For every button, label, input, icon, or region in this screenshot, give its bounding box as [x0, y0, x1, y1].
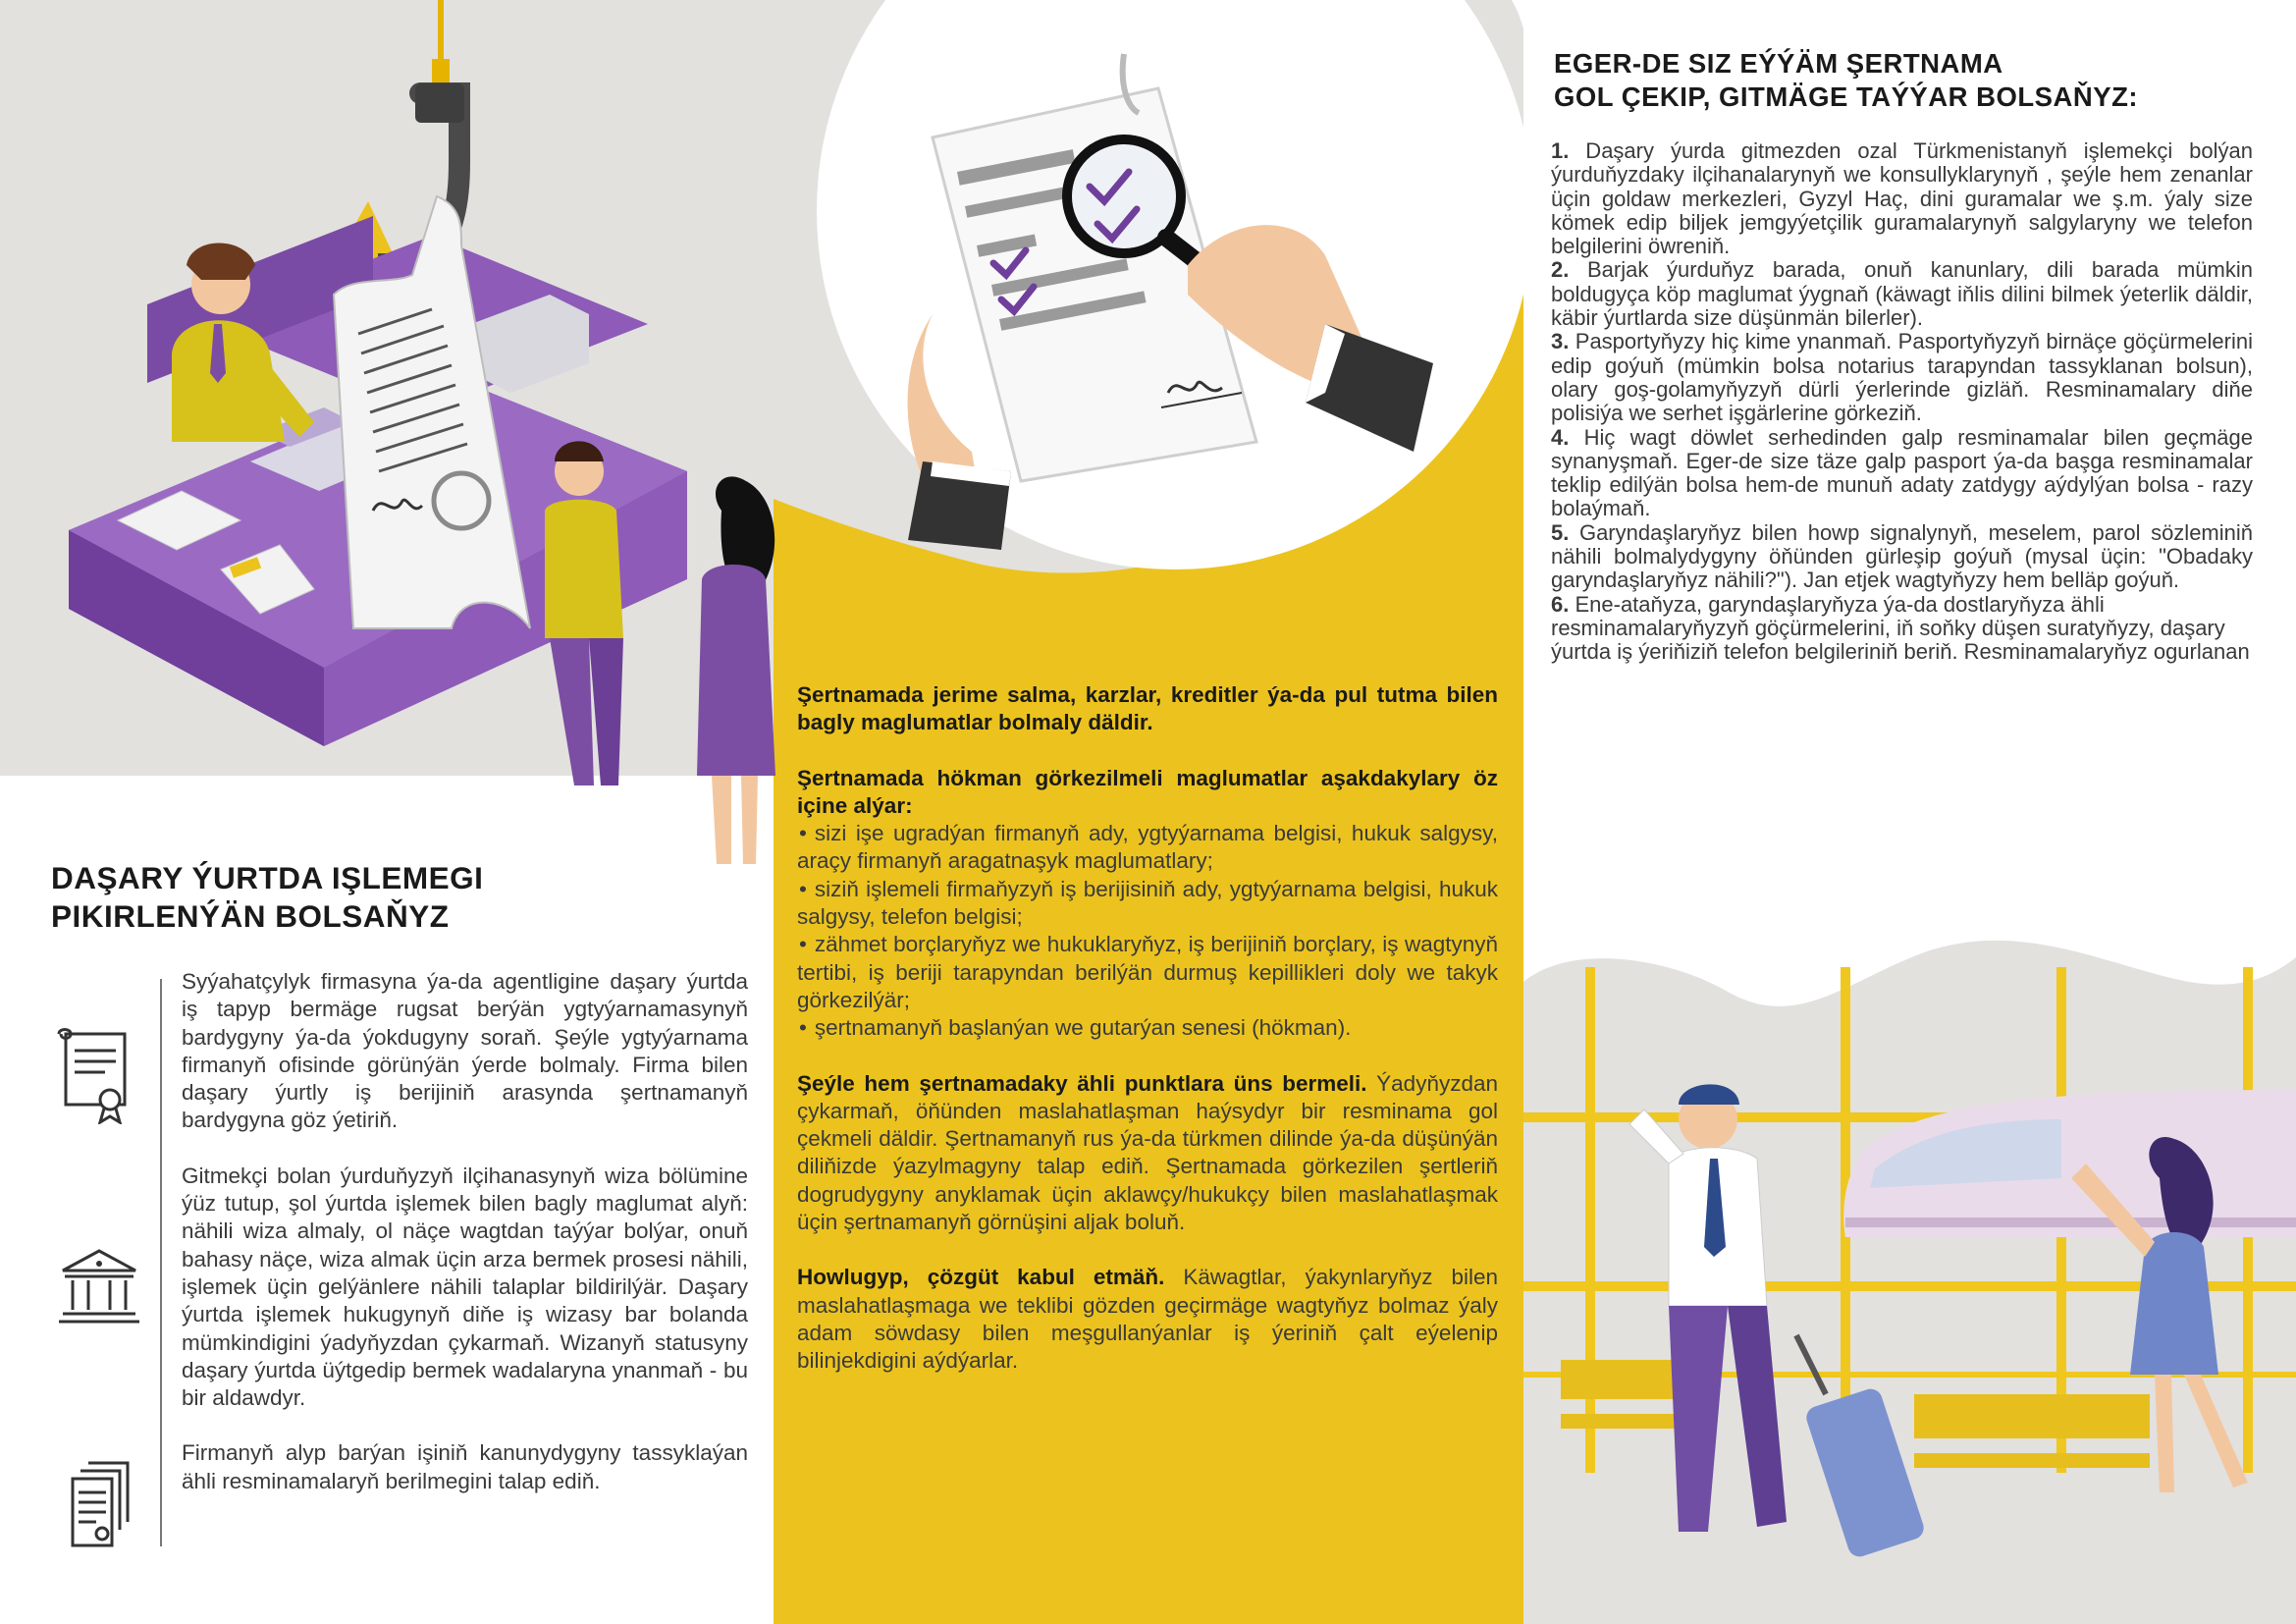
list-item: • şertnamanyň başlanýan we gutarýan senesi (hökman).: [797, 1014, 1498, 1042]
left-paragraph-visa: Gitmekçi bolan ýurduňyzyň ilçihanasynyň wiza bölümine ýüz tutup, şol ýurtda işlemek bilen bagly maglumat alyň: nähili wiza almaly, ol näçe wagtdan taýýar bolýar, onuň bahasy näçe, wiza almak üçin arza bermek prosesi nähili, işlemek üçin gelýänlere nähili talaplar bildirilýär. Daşary ýurtda işlemek hukugynyň diňe iş wizasy bar bolanda mümkindigini ýadyňyzdan çykarmaň. Wizanyň statusyny daşary ýurtda üýtgedip bermek wadalaryna ynanmaň - bu bir aldawdyr.: [182, 1163, 748, 1411]
right-text-block: [1551, 139, 2253, 665]
item-number: 1.: [1551, 138, 1570, 163]
left-title-line1: DAŞARY ÝURTDA IŞLEMEGI: [51, 860, 484, 895]
left-paragraph-license: Syýahatçylyk firmasyna ýa-da agentligine daşary ýurtda iş tapyp bermäge rugsat berýän ygtyýarnamasynyň bardygyny ýa-da ýokdugyny soraň. Şeýle ygtyýarnama firmanyň ofisinde görünýän ýerde bolmaly. Firma bilen daşary ýurtly iş berijiniň arasynda şertnamanyň bardygyna göz ýetiriň.: [182, 969, 748, 1133]
list-item: [1551, 258, 2253, 330]
item-number: 4.: [1551, 424, 1570, 450]
documents-icon: [67, 1461, 155, 1549]
list-item: • zähmet borçlaryňyz we hukuklaryňyz, iş berijiniň borçlary, iş wagtynyň tertibi, iş beriji tarapyndan berilýän durmuş kepillikleri doly we takyk görkezilýär;: [797, 931, 1498, 1014]
left-title-line2: PIKIRLENÝÄN BOLSAŇYZ: [51, 898, 450, 934]
right-title-line1: EGER-DE SIZ EÝÝÄM ŞERTNAMA: [1554, 48, 2003, 79]
middle-text-block: [797, 681, 1498, 1376]
contract-attention-paragraph: [797, 1070, 1498, 1237]
list-item: • sizi işe ugradýan firmanyň ady, ygtyýarnama belgisi, hukuk salgysy, araçy firmanyň aragatnaşyk maglumatlary;: [797, 820, 1498, 876]
left-text-block: [182, 968, 748, 1495]
item-text: Barjak ýurduňyz barada, onuň kanunlary, dili barada mümkin boldugyça köp maglumat ýygnaň (käwagt iňlis dilini bilmek ýeterlik däldir, käbir ýurtlarda size düşünmän bilerler).: [1551, 257, 2253, 331]
spacer: [182, 1135, 748, 1163]
left-title: [51, 859, 542, 936]
no-rush-paragraph: [797, 1264, 1498, 1375]
contract-attention-lead: Şeýle hem şertnamadaky ähli punktlara üns bermeli.: [797, 1070, 1367, 1096]
contract-requirements-list: [797, 820, 1498, 1042]
item-text: Daşary ýurda gitmezden ozal Türkmenistanyň işlemekçi bolýan ýurduňyzdaky ilçihanalarynyň we konsullyklarynyň , şeýle hem zenanlar üçin goldaw merkezleri, Gyzyl Haç, dini guramalar we ş.m. ýaly size kömek edip biljek jemgyýetçilik guramalarynyň salgylaryny we telefon belgilerini öwreniň.: [1551, 138, 2253, 259]
list-item: [1551, 139, 2253, 258]
item-number: 6.: [1551, 591, 1570, 617]
item-text: Garyndaşlaryňyz bilen howp signalynyň, meselem, parol sözleminiň nähili bolmalydygyny öňünden gürleşip goýuň (mysal üçin: "Obadaky garyndaşlaryňyz nähili?"). Jan etjek wagtyňyzy hem belläp goýuň.: [1551, 519, 2253, 593]
certificate-icon: [51, 1026, 139, 1124]
right-title-line2: GOL ÇEKIP, GITMÄGE TAÝÝAR BOLSAŇYZ:: [1554, 81, 2139, 112]
item-text: Ene-ataňyza, garyndaşlaryňyza ýa-da dostlaryňyza ähli resminamalaryňyzyň göçürmelerini, iň soňky düşen suratyňyzy, daşary ýurtda iş ýeriňiziň telefon belgileriniň beriň. Resminamalaryňyz ogurlanan: [1551, 591, 2250, 665]
embassy-icon: [57, 1247, 141, 1326]
list-item: [1551, 593, 2253, 665]
item-number: 2.: [1551, 257, 1570, 283]
item-number: 3.: [1551, 329, 1570, 354]
spacer: [797, 1043, 1498, 1070]
item-text: Pasportyňyzy hiç kime ynanmaň. Pasportyňyzyň birnäçe göçürmelerini edip goýuň (mümkin bolsa notarius tarapyndan tassyklanan bolsun), olary goş-golamyňyzyň dürli ýerlerinde gizläň. Resminamalary diňe polisiýa we serhet işgärlerine görkeziň.: [1551, 329, 2253, 426]
list-item: [1551, 426, 2253, 521]
list-item: • siziň işlemeli firmaňyzyň iş berijisiniň ady, ygtyýarnama belgisi, hukuk salgysy, telefon belgisi;: [797, 876, 1498, 932]
no-rush-text: Käwagtlar, ýakynlaryňyz bilen maslahatlaşmaga we teklibi gözden geçirmäge wagtyňyz bolmaz ýaly adam söwdasy bilen meşgullanýanlar iş ýeriniň çalt eýelenip bilinjekdigini aýdýarlar.: [797, 1265, 1498, 1374]
no-rush-lead: Howlugyp, çözgüt kabul etmäň.: [797, 1265, 1165, 1290]
spacer: [797, 1236, 1498, 1264]
list-item: [1551, 521, 2253, 593]
left-paragraph-documents: Firmanyň alyp barýan işiniň kanunydygyny tassyklaýan ähli resminamalaryň berilmegini talap ediň.: [182, 1440, 748, 1493]
contract-attention-text: Ýadyňyzdan çykarmaň, öňünden maslahatlaşman haýsydyr bir resminama gol çekmeli däldir. Şertnamanyň rus ýa-da türkmen dilinde ýa-da düşünýän diliňizde ýazylmagyny talap ediň. Şertnamada görkezilen şertleriň dogrudygyny anyklamak üçin aklawçy/hukukçy bilen maslahatlaşmak üçin şertnamanyň görnüşini aljak boluň.: [797, 1070, 1499, 1235]
left-divider: [160, 979, 162, 1546]
item-number: 5.: [1551, 519, 1570, 545]
list-item: [1551, 330, 2253, 425]
item-text: Hiç wagt döwlet serhedinden galp resminamalar bilen geçmäge synanyşmaň. Eger-de size täze galp pasport ýa-da başga resminamalar teklip edilýän bolsa hem-de munuň adaty zatdygy aýdylýan bolsa - razy bolaýmaň.: [1551, 424, 2253, 521]
contract-requirements-title: Şertnamada hökman görkezilmeli maglumatlar aşakdakylary öz içine alýar:: [797, 765, 1498, 818]
right-title: [1554, 47, 2241, 114]
spacer: [797, 737, 1498, 765]
spacer: [182, 1412, 748, 1439]
contract-fines-warning: Şertnamada jerime salma, karzlar, kreditler ýa-da pul tutma bilen bagly maglumatlar bolmaly däldir.: [797, 682, 1498, 735]
